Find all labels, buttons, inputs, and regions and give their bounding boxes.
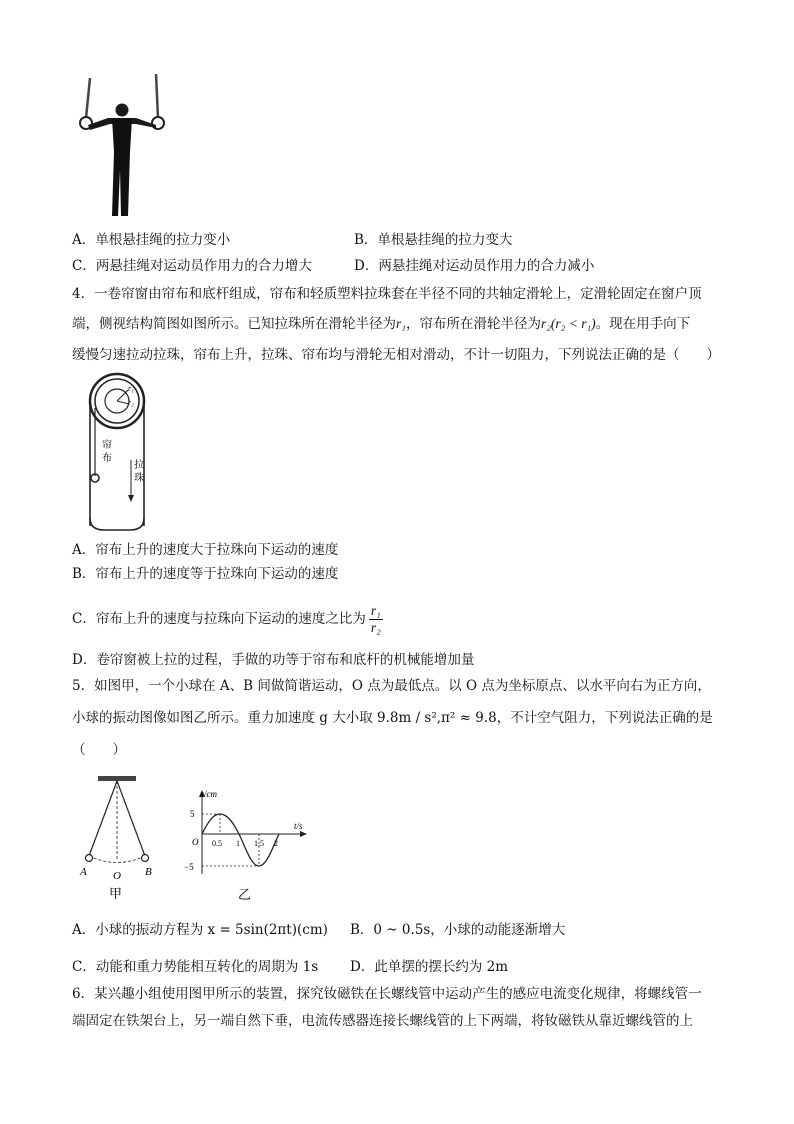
q4-option-b: B．帘布上升的速度等于拉珠向下运动的速度 <box>72 566 339 582</box>
q4-stem-line2: 端，侧视结构简图如图所示。已知拉珠所在滑轮半径为r₁，帘布所在滑轮半径为r₂(r₂ < r₁)。现在用手向下 <box>72 316 691 332</box>
roller-blind-figure <box>74 368 164 534</box>
graph-t-2: 2 <box>274 839 278 848</box>
fig-label-curtain-2: 布 <box>102 453 112 464</box>
graph-t-1: 1 <box>236 839 240 848</box>
q4-stem-line3: 缓慢匀速拉动拉珠，帘布上升，拉珠、帘布均与滑轮无相对滑动，不计一切阻力，下列说法正确的是（ ） <box>72 347 720 363</box>
graph-t-1-5: 1.5 <box>254 839 264 848</box>
graph-origin: O <box>192 837 199 847</box>
gymnast-rings-figure <box>76 70 168 220</box>
graph-xlabel: t/s <box>294 821 303 831</box>
q3-option-b: B．单根悬挂绳的拉力变大 <box>354 232 513 248</box>
pendulum-figure <box>76 772 160 902</box>
q5-option-a: A．小球的振动方程为 x = 5sin(2πt)(cm) <box>72 922 328 938</box>
pendulum-caption: 甲 <box>109 886 123 901</box>
fig-label-bead-1: 拉 <box>134 460 144 471</box>
fig-label-bead-2: 珠 <box>134 473 144 484</box>
pendulum-label-b: B <box>145 866 152 878</box>
q5-stem-line1: 5．如图甲，一个小球在 A、B 间做简谐运动，O 点为最低点。以 O 点为坐标原点、以水平向右为正方向， <box>72 678 711 694</box>
pendulum-label-o: O <box>113 870 121 882</box>
fig-label-r2: r₂ <box>128 398 134 407</box>
graph-y-5: 5 <box>190 809 195 819</box>
graph-ylabel: x/cm <box>200 789 217 799</box>
q4-option-c: C．帘布上升的速度与拉珠向下运动的速度之比为 $\frac{\text{r₁}}{\text{r₂}}$ <box>72 603 381 635</box>
q4-stem-line1: 4．一卷帘窗由帘布和底杆组成，帘布和轻质塑料拉珠套在半径不同的共轴定滑轮上，定滑轮固定在窗户顶 <box>72 286 702 302</box>
pendulum-label-a: A <box>80 866 87 878</box>
q5-option-d: D．此单摆的摆长约为 2m <box>350 959 509 975</box>
q6-stem-line2: 端固定在铁架台上，另一端自然下垂，电流传感器连接长螺线管的上下两端，将钕磁铁从靠近螺线管的上 <box>72 1013 693 1029</box>
q5-option-b: B．0 ~ 0.5s，小球的动能逐渐增大 <box>350 922 566 938</box>
graph-t-0-5: 0.5 <box>212 839 222 848</box>
q3-option-d: D．两悬挂绳对运动员作用力的合力减小 <box>354 258 595 274</box>
q6-stem-line1: 6．某兴趣小组使用图甲所示的装置，探究钕磁铁在长螺线管中运动产生的感应电流变化规律，将螺线管一 <box>72 986 702 1002</box>
graph-caption: 乙 <box>238 887 252 902</box>
q5-stem-line2: 小球的振动图像如图乙所示。重力加速度 g 大小取 9.8m / s²,π² ≈ 9.8，不计空气阻力，下列说法正确的是 <box>72 710 713 726</box>
fig-label-curtain-1: 帘 <box>102 440 112 451</box>
q4-c-denominator: r₂ <box>370 620 381 635</box>
q5-option-c: C．动能和重力势能相互转化的周期为 1s <box>72 959 319 975</box>
q4-option-a: A．帘布上升的速度大于拉珠向下运动的速度 <box>72 542 339 558</box>
q4-c-numerator: r₁ <box>370 603 381 618</box>
q5-stem-line3: （ ） <box>72 742 126 758</box>
fig-label-r1: r₁ <box>128 384 134 393</box>
q4-option-d: D．卷帘窗被上拉的过程，手做的功等于帘布和底杆的机械能增加量 <box>72 652 475 668</box>
graph-y-neg5: −5 <box>184 862 194 872</box>
q3-option-a: A．单根悬挂绳的拉力变小 <box>72 232 231 248</box>
vibration-graph-figure <box>180 782 320 904</box>
q3-option-c: C．两悬挂绳对运动员作用力的合力增大 <box>72 258 312 274</box>
